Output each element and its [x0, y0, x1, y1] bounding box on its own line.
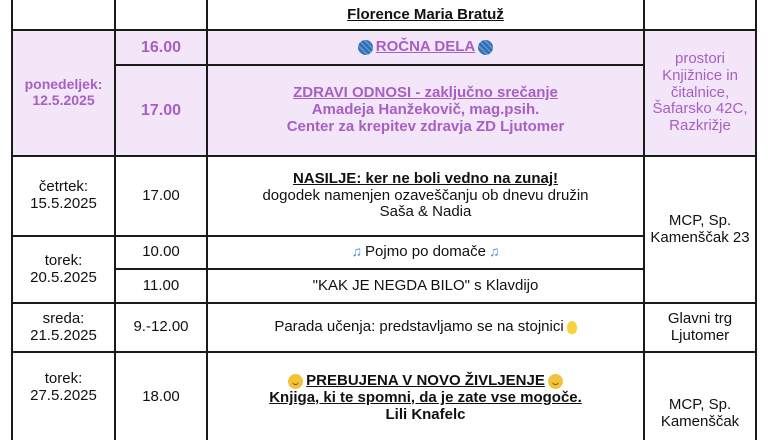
- event-description: dogodek namenjen ozaveščanju ob dnevu družin: [262, 186, 589, 204]
- yarn-ball-icon: [478, 40, 493, 55]
- time-cell: 9.-12.00: [115, 303, 207, 352]
- presenter-name: Florence Maria Bratuž: [347, 6, 504, 24]
- day-cell: [12, 0, 115, 30]
- event-cell: [207, 303, 644, 352]
- event-cell: [207, 0, 644, 30]
- day-cell: četrtek: 15.5.2025: [12, 156, 115, 236]
- event-presenter: Lili Knafelc: [385, 405, 466, 423]
- place-cell: prostori Knjižnice in čitalnice, Šafarsko 42C, Razkrižje: [644, 30, 756, 156]
- place-cell: Glavni trg Ljutomer: [644, 303, 756, 352]
- event-cell: [207, 30, 644, 65]
- event-cell: [207, 236, 644, 269]
- event-title: ROČNA DELA: [375, 38, 476, 56]
- time-cell: 18.00: [115, 352, 207, 440]
- time-cell: 16.00: [115, 30, 207, 65]
- event-title: ZDRAVI ODNOSI - zaključno srečanje: [293, 84, 558, 102]
- event-cell: [207, 65, 644, 156]
- table-row: [12, 30, 756, 65]
- event-title: Parada učenja: predstavljamo se na stojnici: [274, 318, 564, 336]
- event-organizer: Center za krepitev zdravja ZD Ljutomer: [286, 117, 565, 135]
- event-title: Pojmo po domače: [365, 243, 486, 261]
- day-cell: torek: 20.5.2025: [12, 236, 115, 303]
- music-notes-icon: ♫: [351, 243, 363, 260]
- smiley-icon: [288, 374, 303, 389]
- smiley-icon: [548, 374, 563, 389]
- light-bulb-icon: [567, 321, 577, 334]
- place-cell: MCP, Sp. Kamenščak: [644, 352, 756, 440]
- event-title: NASILJE: ker ne boli vedno na zunaj!: [292, 169, 559, 187]
- time-cell: 11.00: [115, 269, 207, 303]
- time-cell: 17.00: [115, 65, 207, 156]
- day-cell: ponedeljek: 12.5.2025: [12, 30, 115, 156]
- event-description: Knjiga, ki te spomni, da je zate vse mogoče.: [269, 388, 582, 406]
- table-row: [12, 303, 756, 352]
- event-title-line: [212, 373, 639, 390]
- place-cell: [644, 0, 756, 30]
- event-cell: "KAK JE NEGDA BILO" s Klavdijo: [207, 269, 644, 303]
- event-presenter: Saša & Nadia: [379, 203, 472, 221]
- day-cell: sreda: 21.5.2025: [12, 303, 115, 352]
- time-cell: 10.00: [115, 236, 207, 269]
- event-presenter: Amadeja Hanžekovič, mag.psih.: [311, 101, 540, 119]
- table-row: [12, 156, 756, 236]
- yarn-ball-icon: [358, 40, 373, 55]
- table-row: [12, 352, 756, 440]
- place-cell: MCP, Sp. Kamenščak 23: [644, 156, 756, 303]
- schedule-table: [11, 0, 757, 440]
- event-title: PREBUJENA V NOVO ŽIVLJENJE: [306, 372, 545, 389]
- time-cell: [115, 0, 207, 30]
- event-cell: [207, 352, 644, 440]
- music-notes-icon: ♫: [488, 243, 500, 260]
- day-cell: torek: 27.5.2025: [12, 352, 115, 440]
- table-row: [12, 0, 756, 30]
- time-cell: 17.00: [115, 156, 207, 236]
- event-cell: [207, 156, 644, 236]
